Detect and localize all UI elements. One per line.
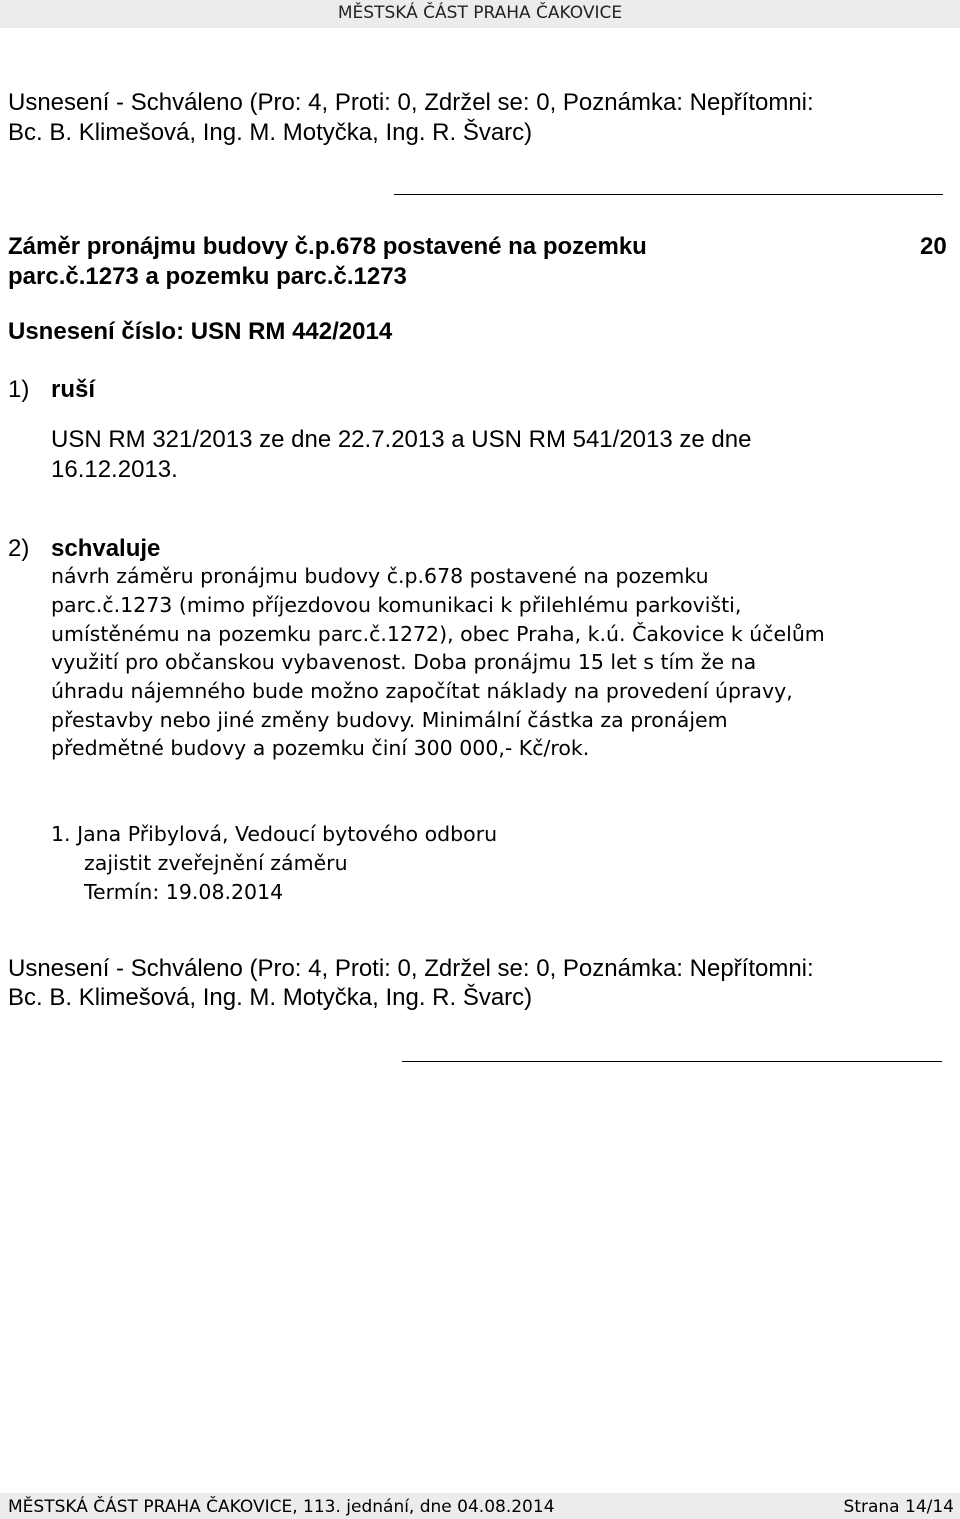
resolution-number: Usnesení číslo: USN RM 442/2014 (8, 318, 393, 345)
footer-page-number: Strana 14/14 (843, 1497, 954, 1517)
point-2-text-line: předmětné budovy a pozemku činí 300 000,- Kč/rok. (51, 736, 590, 760)
task-deadline: Termín: 19.08.2014 (84, 880, 284, 904)
point-2-marker: 2) (8, 535, 30, 562)
point-2-text-line: parc.č.1273 (mimo příjezdovou komunikaci k přilehlému parkovišti, (51, 593, 742, 617)
point-2-text-line: úhradu nájemného bude možno započítat náklady na provedení úpravy, (51, 679, 793, 703)
point-1-marker: 1) (8, 376, 30, 403)
point-1-verb: ruší (51, 376, 96, 403)
point-2-text-line: přestavby nebo jiné změny budovy. Minimální částka za pronájem (51, 708, 728, 732)
header-title: MĚSTSKÁ ČÁST PRAHA ČAKOVICE (337, 3, 623, 23)
item-title-line-1: Záměr pronájmu budovy č.p.678 postavené na pozemku (8, 233, 647, 260)
point-2-text-line: umístěnému na pozemku parc.č.1272), obec Praha, k.ú. Čakovice k účelům (51, 622, 825, 646)
prev-vote-line-2: Bc. B. Klimešová, Ing. M. Motyčka, Ing. R. Švarc) (8, 119, 533, 146)
point-2-verb: schvaluje (51, 535, 161, 562)
item-number: 20 (920, 233, 947, 260)
task-assignee: 1. Jana Přibylová, Vedoucí bytového odboru (51, 822, 498, 846)
point-1-text-line: USN RM 321/2013 ze dne 22.7.2013 a USN RM 541/2013 ze dne (51, 426, 752, 453)
vote-line-2: Bc. B. Klimešová, Ing. M. Motyčka, Ing. R. Švarc) (8, 984, 533, 1011)
separator-rule (402, 1061, 942, 1062)
point-2-text-line: návrh záměru pronájmu budovy č.p.678 postavené na pozemku (51, 564, 709, 588)
point-1-text-line: 16.12.2013. (51, 456, 178, 483)
separator-rule (394, 194, 943, 195)
task-description: zajistit zveřejnění záměru (84, 851, 348, 875)
vote-line-1: Usnesení - Schváleno (Pro: 4, Proti: 0, Zdržel se: 0, Poznámka: Nepřítomni: (8, 955, 814, 982)
prev-vote-line-1: Usnesení - Schváleno (Pro: 4, Proti: 0, Zdržel se: 0, Poznámka: Nepřítomni: (8, 89, 814, 116)
item-title-line-2: parc.č.1273 a pozemku parc.č.1273 (8, 263, 407, 290)
footer-meeting-info: MĚSTSKÁ ČÁST PRAHA ČAKOVICE, 113. jednání, dne 04.08.2014 (8, 1497, 555, 1517)
point-2-text-line: využití pro občanskou vybavenost. Doba pronájmu 15 let s tím že na (51, 650, 757, 674)
